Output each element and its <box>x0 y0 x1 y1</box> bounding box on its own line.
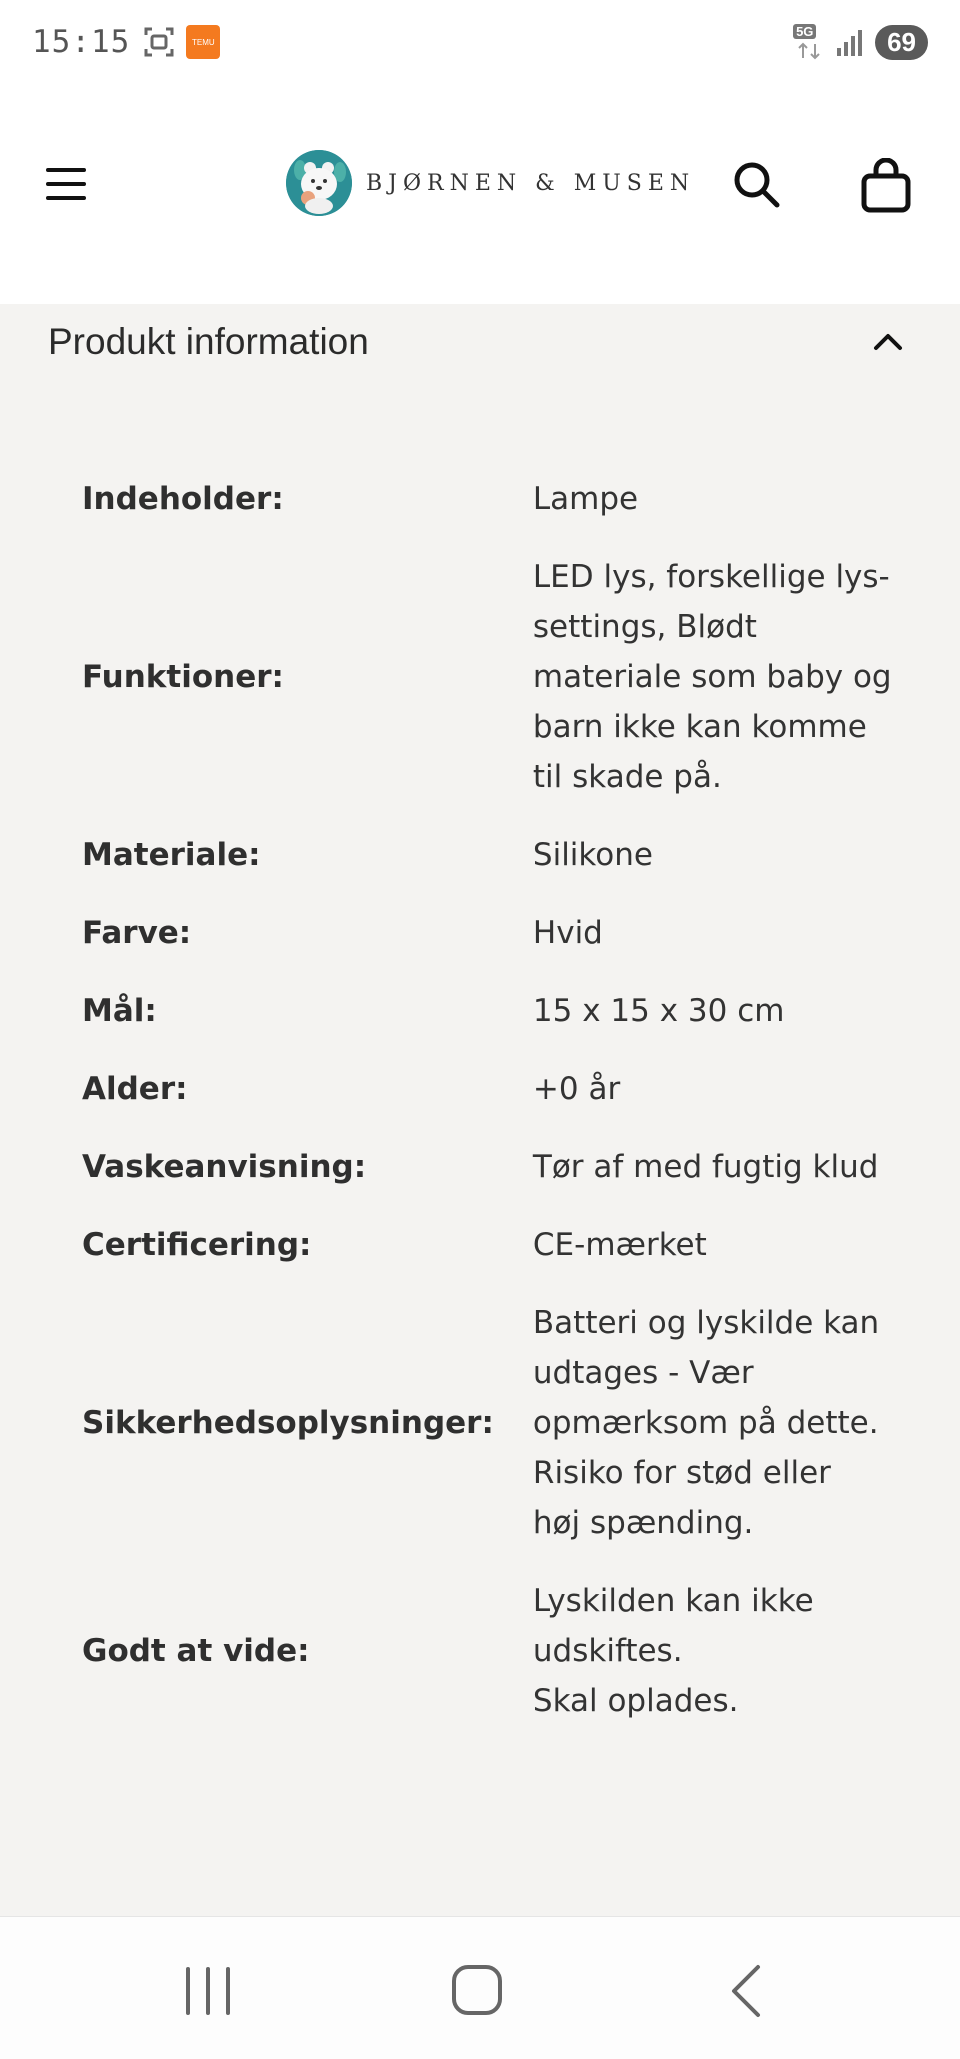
info-label: Alder: <box>82 1071 188 1107</box>
recent-apps-icon <box>178 1963 238 2019</box>
status-bar <box>0 0 960 84</box>
info-label: Indeholder: <box>82 481 284 517</box>
info-label: Materiale: <box>82 837 261 873</box>
info-value: 15 x 15 x 30 cm <box>532 993 785 1029</box>
info-row-sikkerhedsoplysninger <box>82 1298 912 1548</box>
menu-button[interactable] <box>44 164 92 204</box>
info-row-materiale <box>82 830 912 880</box>
shopping-bag-icon <box>860 158 912 214</box>
info-label: Vaskeanvisning: <box>82 1149 367 1185</box>
info-value: LED lys, forskellige lys- settings, Blødt materiale som baby og barn ikke kan komme til skade på. <box>532 559 892 795</box>
accordion-title: Produkt information <box>48 321 369 362</box>
info-label: Funktioner: <box>82 659 284 695</box>
info-row-vaskeanvisning <box>82 1142 912 1192</box>
status-system-icons <box>793 24 928 60</box>
screenshot-icon <box>142 25 176 59</box>
info-label: Sikkerhedsoplysninger: <box>82 1405 494 1441</box>
product-info-accordion-toggle[interactable] <box>0 304 960 380</box>
info-value: Hvid <box>532 915 603 951</box>
network-label: 5G <box>793 24 816 39</box>
temu-label: TEMU <box>191 37 215 47</box>
back-icon <box>720 1963 780 2019</box>
info-row-certificering <box>82 1220 912 1270</box>
logo-text: BJØRNEN & MUSEN <box>366 170 696 196</box>
info-row-farve <box>82 908 912 958</box>
info-value: CE-mærket <box>532 1227 707 1263</box>
product-info-table <box>82 474 912 1754</box>
info-row-godt-at-vide <box>82 1576 912 1726</box>
product-info-section <box>0 304 960 1916</box>
search-icon <box>732 160 782 210</box>
info-label: Mål: <box>82 993 157 1029</box>
bear-logo-icon <box>286 150 352 216</box>
info-value: Lyskilden kan ikke udskiftes. Skal oplades. <box>532 1583 814 1719</box>
chevron-up-icon[interactable] <box>870 326 906 356</box>
info-row-funktioner <box>82 552 912 802</box>
info-label: Certificering: <box>82 1227 312 1263</box>
temu-app-icon <box>186 25 220 59</box>
network-indicator <box>793 24 825 60</box>
info-label: Godt at vide: <box>82 1633 310 1669</box>
home-icon <box>448 1963 508 2019</box>
info-row-maal <box>82 986 912 1036</box>
info-value: Tør af med fugtig klud <box>532 1149 879 1185</box>
site-header <box>0 84 960 304</box>
site-logo[interactable] <box>286 150 695 216</box>
info-row-indeholder <box>82 474 912 524</box>
hamburger-icon <box>44 164 92 204</box>
status-notification-icons <box>142 25 220 59</box>
home-button[interactable] <box>448 1963 508 2019</box>
info-value: +0 år <box>532 1071 621 1107</box>
signal-icon <box>835 28 865 56</box>
data-arrows-icon <box>795 42 825 60</box>
info-value: Lampe <box>532 481 639 517</box>
back-button[interactable] <box>720 1963 780 2019</box>
status-time: 15:15 <box>32 24 131 60</box>
battery-indicator: 69 <box>875 25 928 60</box>
recent-apps-button[interactable] <box>178 1963 238 2019</box>
info-label: Farve: <box>82 915 192 951</box>
info-value: Batteri og lyskilde kan udtages - Vær opmærksom på dette. Risiko for stød eller høj spænding. <box>532 1305 880 1541</box>
search-button[interactable] <box>732 160 782 210</box>
info-value: Silikone <box>532 837 653 873</box>
system-nav-bar <box>0 1916 960 2059</box>
cart-button[interactable] <box>860 158 912 214</box>
info-row-alder <box>82 1064 912 1114</box>
